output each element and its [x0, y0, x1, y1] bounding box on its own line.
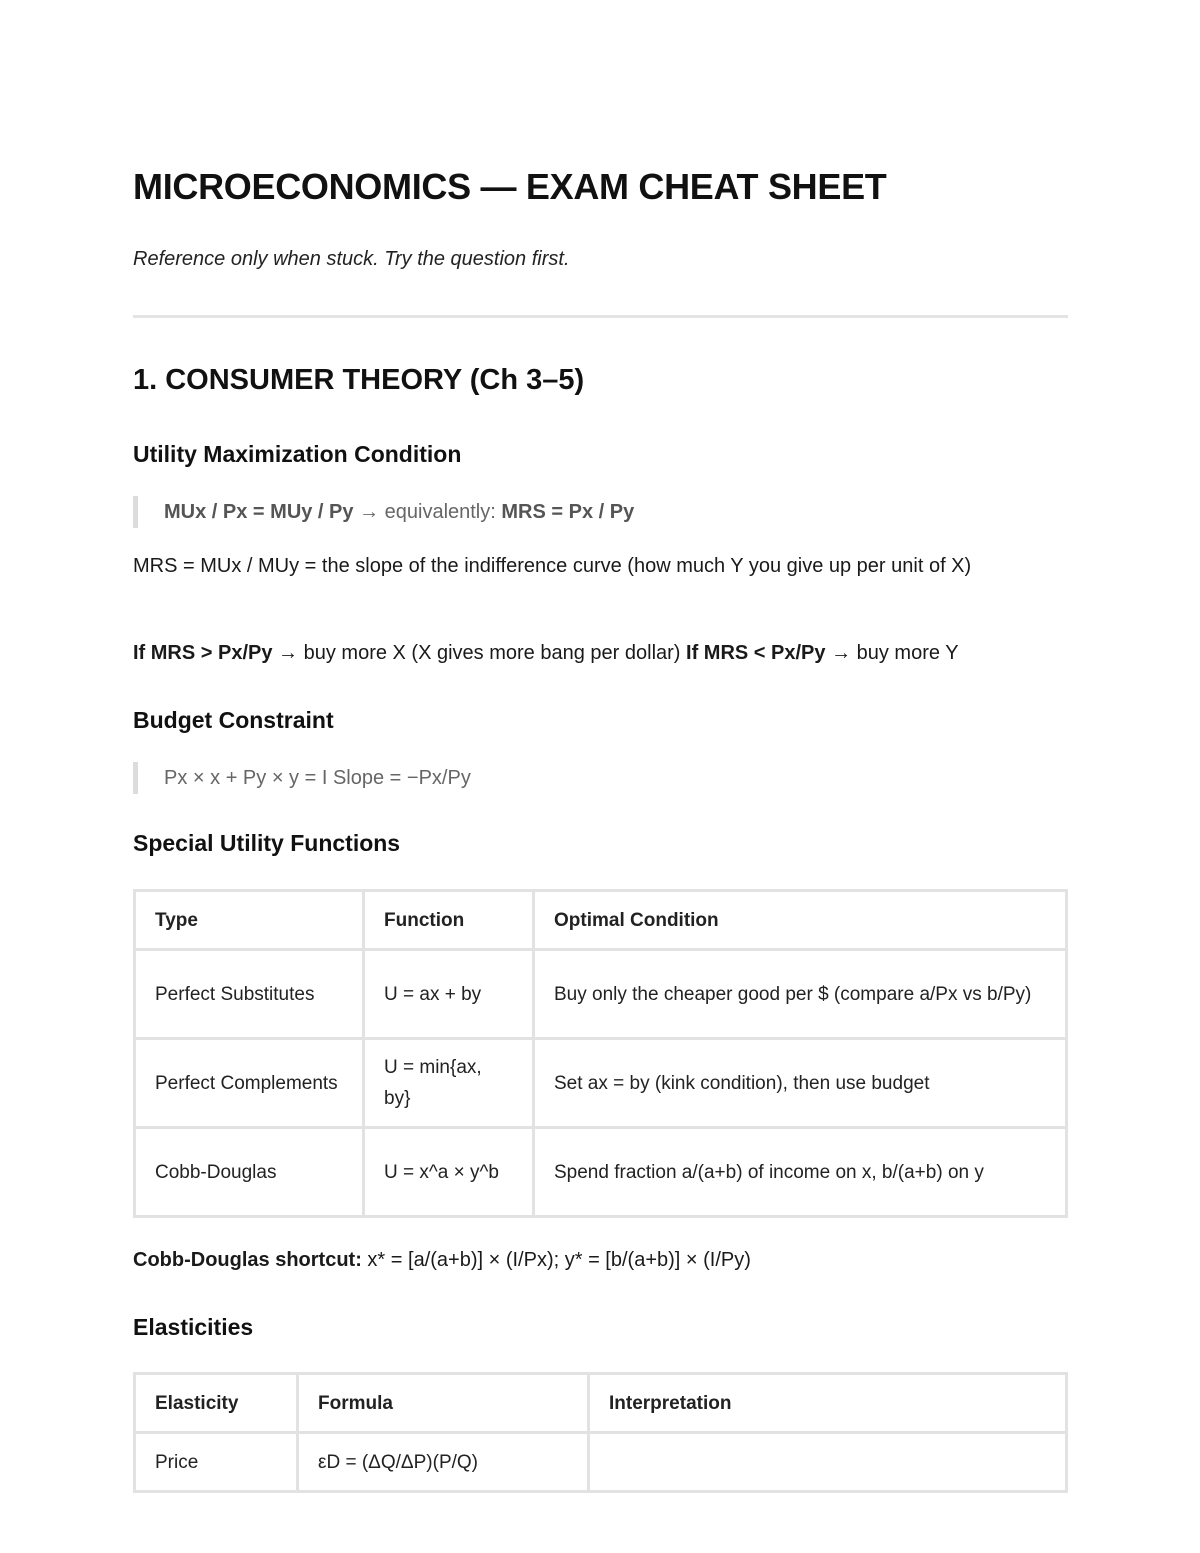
rule-bold-1: If MRS > Px/Py [133, 642, 273, 664]
rule-text-2: → buy more Y [825, 642, 959, 664]
table-row [135, 1433, 1067, 1492]
subheading-utility-maximization: Utility Maximization Condition [133, 441, 462, 467]
table-header-row [135, 1374, 1067, 1433]
table-cell [589, 1433, 1067, 1492]
document-subtitle: Reference only when stuck. Try the question first. [133, 248, 570, 270]
table-header-row [135, 891, 1067, 950]
quote-budget-constraint: Px × x + Py × y = I Slope = −Px/Py [133, 762, 1068, 794]
document-title: MICROECONOMICS — EXAM CHEAT SHEET [133, 166, 887, 207]
special-utility-table [133, 889, 1068, 1218]
table-header-cell: Formula [298, 1374, 589, 1433]
table-cell: εD = (ΔQ/ΔP)(P/Q) [298, 1433, 589, 1492]
table-header-cell: Type [135, 891, 364, 950]
shortcut-formula: x* = [a/(a+b)] × (I/Px); y* = [b/(a+b)] × (I/Py) [361, 1249, 751, 1271]
mrs-definition: MRS = MUx / MUy = the slope of the indifference curve (how much Y you give up per unit of X) [133, 555, 972, 577]
section-heading-consumer-theory: 1. CONSUMER THEORY (Ch 3–5) [133, 364, 585, 396]
elasticities-table [133, 1372, 1068, 1493]
table-cell: Cobb-Douglas [135, 1128, 364, 1217]
rule-bold-2: If MRS < Px/Py [686, 642, 826, 664]
table-row [135, 1128, 1067, 1217]
cobb-douglas-shortcut [133, 1244, 1068, 1277]
quote-bold-part1: MUx / Px = MUy / Py [164, 501, 354, 523]
table-cell: U = ax + by [364, 950, 534, 1039]
table-header-cell: Function [364, 891, 534, 950]
table-header-cell: Interpretation [589, 1374, 1067, 1433]
table-cell: Set ax = by (kink condition), then use budget [534, 1039, 1067, 1128]
shortcut-label: Cobb-Douglas shortcut: [133, 1249, 362, 1271]
table-row [135, 1039, 1067, 1128]
subheading-special-utility: Special Utility Functions [133, 830, 401, 856]
quote-bold-part3: MRS = Px / Py [501, 501, 635, 523]
table-cell: Spend fraction a/(a+b) of income on x, b/(a+b) on y [534, 1128, 1067, 1217]
table-header-cell: Elasticity [135, 1374, 298, 1433]
subheading-elasticities: Elasticities [133, 1314, 254, 1340]
table-header-cell: Optimal Condition [534, 891, 1067, 950]
table-row [135, 950, 1067, 1039]
mrs-decision-rule [133, 637, 1068, 670]
table-cell: Perfect Complements [135, 1039, 364, 1128]
table-cell: Buy only the cheaper good per $ (compare a/Px vs b/Py) [534, 950, 1067, 1039]
table-cell: U = min{ax, by} [364, 1039, 534, 1128]
table-cell: U = x^a × y^b [364, 1128, 534, 1217]
rule-text-1: → buy more X (X gives more bang per dollar) [272, 642, 687, 664]
quote-text-part2: → equivalently: [353, 501, 502, 523]
horizontal-divider [133, 315, 1068, 318]
quote-utility-condition [133, 496, 1068, 528]
table-cell: Price [135, 1433, 298, 1492]
subheading-budget-constraint: Budget Constraint [133, 707, 334, 733]
table-cell: Perfect Substitutes [135, 950, 364, 1039]
